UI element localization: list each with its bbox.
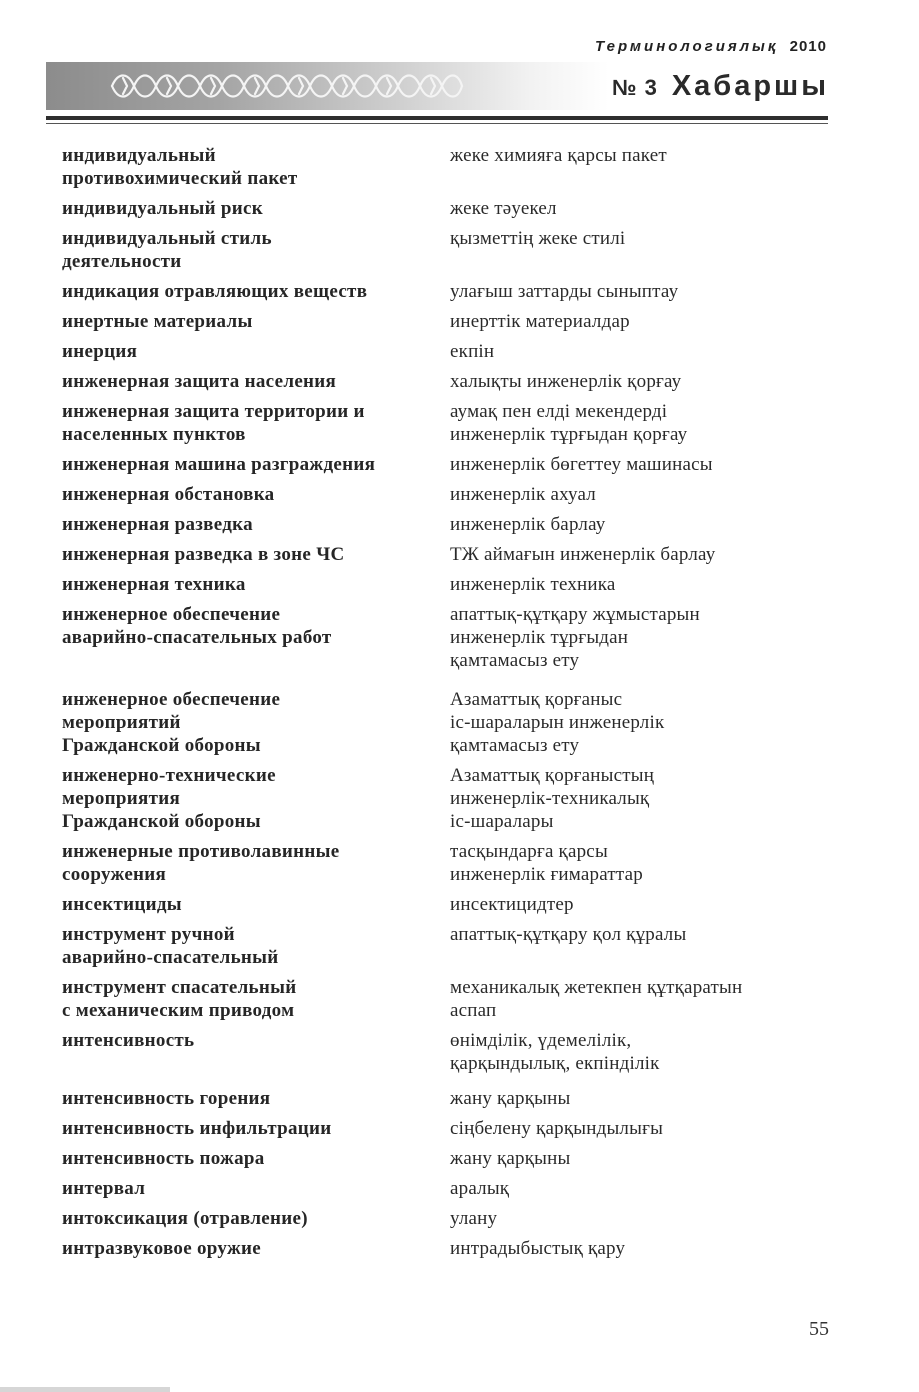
term-kazakh: Азаматтық қорғаныстың инженерлік-техникалық іс-шаралары: [450, 765, 655, 832]
term-kazakh: сіңбелену қарқындылығы: [450, 1118, 664, 1139]
term-kazakh: инсектицидтер: [450, 894, 574, 915]
glossary-entry: [62, 144, 832, 190]
term-russian: интоксикация (отравление): [62, 1208, 308, 1229]
term-russian: инертные материалы: [62, 311, 253, 332]
glossary-entry: [62, 197, 832, 220]
term-kazakh: жану қарқыны: [450, 1088, 571, 1109]
term-russian: индивидуальный стиль деятельности: [62, 228, 272, 272]
term-kazakh: улану: [450, 1208, 498, 1229]
term-russian: инженерная обстановка: [62, 484, 275, 505]
term-kazakh: инженерлік барлау: [450, 514, 606, 535]
term-russian: инженерная разведка: [62, 514, 253, 535]
term-russian: индивидуальный противохимический пакет: [62, 145, 298, 189]
term-kazakh: екпін: [450, 341, 495, 362]
term-kazakh: аралық: [450, 1178, 510, 1199]
term-russian: индивидуальный риск: [62, 198, 263, 219]
glossary-entry: [62, 1237, 832, 1260]
glossary-entry: [62, 227, 832, 273]
glossary-entry: [62, 1207, 832, 1230]
glossary-entry: [62, 764, 832, 833]
glossary-entry: [62, 1177, 832, 1200]
glossary-entry: [62, 840, 832, 886]
term-russian: индикация отравляющих веществ: [62, 281, 368, 302]
term-russian: инженерное обеспечение аварийно-спасательных работ: [62, 604, 332, 648]
kazakh-ornament-icon: [106, 68, 466, 104]
issue-number: № 3: [611, 75, 658, 100]
journal-year: 2010: [789, 38, 827, 55]
term-kazakh: инерттік материалдар: [450, 311, 630, 332]
term-kazakh: улағыш заттарды сыныптау: [450, 281, 679, 302]
term-kazakh: жану қарқыны: [450, 1148, 571, 1169]
term-russian: инструмент ручной аварийно-спасательный: [62, 924, 279, 968]
scan-edge-mark: [0, 1387, 170, 1392]
term-kazakh: инженерлік бөгеттеу машинасы: [450, 454, 713, 475]
term-russian: инерция: [62, 341, 138, 362]
term-kazakh: ТЖ аймағын инженерлік барлау: [450, 544, 716, 565]
glossary-entry: [62, 923, 832, 969]
term-kazakh: өнімділік, үдемелілік, қарқындылық, екпінділік: [450, 1030, 660, 1074]
term-kazakh: интрадыбыстық қару: [450, 1238, 626, 1259]
glossary-entry: [62, 280, 832, 303]
term-kazakh: апаттық-құтқару жұмыстарын инженерлік тұрғыдан қамтамасыз ету: [450, 604, 700, 671]
term-russian: интенсивность горения: [62, 1088, 271, 1109]
glossary-entry: [62, 483, 832, 506]
glossary-entry: [62, 893, 832, 916]
glossary-entry: [62, 310, 832, 333]
term-kazakh: жеке тәуекел: [450, 198, 557, 219]
issue-title-text: Хабаршы: [671, 70, 829, 102]
term-russian: инженерная защита населения: [62, 371, 337, 392]
term-russian: интервал: [62, 1178, 146, 1199]
glossary-entry: [62, 603, 832, 672]
term-kazakh: инженерлік ахуал: [450, 484, 596, 505]
term-kazakh: қызметтің жеке стилі: [450, 228, 626, 249]
term-kazakh: инженерлік техника: [450, 574, 616, 595]
journal-name-line: [595, 38, 827, 55]
glossary-entry: [62, 400, 832, 446]
glossary-entry: [62, 370, 832, 393]
glossary-entries: [62, 144, 832, 1267]
glossary-entry: [62, 688, 832, 757]
term-russian: инженерная машина разграждения: [62, 454, 376, 475]
glossary-entry: [62, 1147, 832, 1170]
issue-title: [612, 64, 829, 110]
term-kazakh: аумақ пен елді мекендерді инженерлік тұрғыдан қорғау: [450, 401, 688, 445]
term-kazakh: жеке химияға қарсы пакет: [450, 145, 667, 166]
term-kazakh: халықты инженерлік қорғау: [450, 371, 682, 392]
glossary-entry: [62, 1117, 832, 1140]
term-kazakh: апаттық-құтқару қол құралы: [450, 924, 687, 945]
term-russian: интенсивность пожара: [62, 1148, 265, 1169]
glossary-entry: [62, 976, 832, 1022]
term-russian: инженерная защита территории и населенных пунктов: [62, 401, 365, 445]
term-russian: инструмент спасательный с механическим приводом: [62, 977, 297, 1021]
term-russian: инженерное обеспечение мероприятий Гражданской обороны: [62, 689, 281, 756]
glossary-entry: [62, 543, 832, 566]
term-russian: интенсивность инфильтрации: [62, 1118, 332, 1139]
term-russian: инженерно-технические мероприятия Гражданской обороны: [62, 765, 276, 832]
term-kazakh: тасқындарға қарсы инженерлік ғимараттар: [450, 841, 643, 885]
page-header: [0, 0, 919, 140]
term-russian: инженерная техника: [62, 574, 246, 595]
term-russian: интенсивность: [62, 1030, 195, 1051]
term-russian: инсектициды: [62, 894, 182, 915]
journal-name: Терминологиялық: [595, 38, 779, 55]
header-rule-thin: [46, 123, 828, 124]
term-russian: инженерные противолавинные сооружения: [62, 841, 340, 885]
glossary-entry: [62, 513, 832, 536]
page-number: 55: [809, 1318, 829, 1340]
term-russian: интразвуковое оружие: [62, 1238, 262, 1259]
glossary-entry: [62, 340, 832, 363]
term-kazakh: Азаматтық қорғаныс іс-шараларын инженерлік қамтамасыз ету: [450, 689, 665, 756]
glossary-entry: [62, 1087, 832, 1110]
header-rule-thick: [46, 116, 828, 120]
glossary-entry: [62, 453, 832, 476]
glossary-entry: [62, 573, 832, 596]
term-russian: инженерная разведка в зоне ЧС: [62, 544, 345, 565]
glossary-entry: [62, 1029, 832, 1075]
term-kazakh: механикалық жетекпен құтқаратын аспап: [450, 977, 743, 1021]
